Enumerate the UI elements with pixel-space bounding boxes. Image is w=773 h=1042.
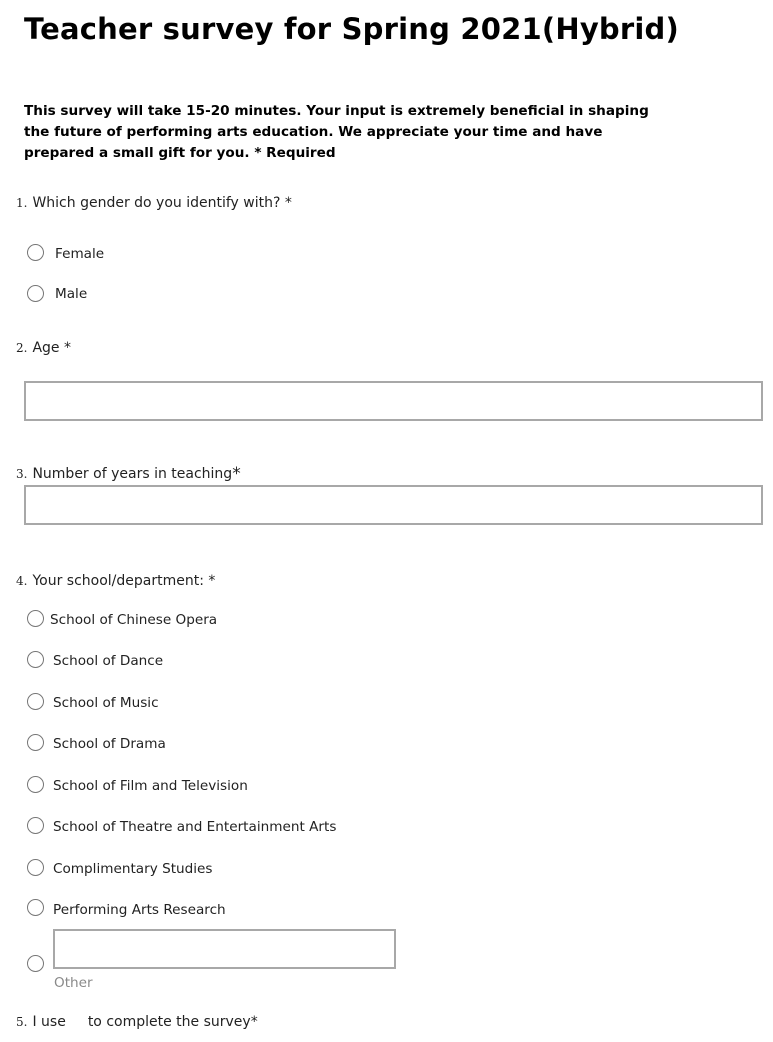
question-3-text: Number of years in teaching	[32, 466, 233, 482]
other-label: Other	[54, 975, 93, 991]
question-4-number: 4.	[16, 574, 28, 588]
question-1-number: 1.	[16, 196, 28, 210]
option-label-film-television: School of Film and Television	[53, 778, 248, 794]
question-3-number: 3.	[16, 467, 28, 481]
radio-performing-arts-research[interactable]	[27, 899, 44, 916]
radio-chinese-opera[interactable]	[27, 610, 44, 627]
radio-complimentary-studies[interactable]	[27, 859, 44, 876]
question-1-text: Which gender do you identify with? *	[32, 195, 292, 211]
question-1-label	[16, 195, 292, 211]
radio-male[interactable]	[27, 285, 44, 302]
question-5-text-after: to complete the survey*	[87, 1014, 258, 1030]
option-label-dance: School of Dance	[53, 653, 164, 669]
question-5-text-before: I use	[32, 1014, 66, 1030]
option-label-male: Male	[55, 286, 88, 302]
radio-film-television[interactable]	[27, 776, 44, 793]
survey-intro: This survey will take 15-20 minutes. Your input is extremely beneficial in shaping the future of performing arts education. We appreciate your time and have prepared a small gift for you. * Required	[24, 103, 649, 161]
radio-female[interactable]	[27, 244, 44, 261]
radio-drama[interactable]	[27, 734, 44, 751]
years-teaching-input[interactable]	[24, 485, 763, 525]
option-label-drama: School of Drama	[53, 736, 166, 752]
option-label-chinese-opera: School of Chinese Opera	[50, 612, 218, 628]
question-4-label	[16, 573, 215, 589]
question-4-text: Your school/department: *	[32, 573, 216, 589]
radio-music[interactable]	[27, 693, 44, 710]
radio-dance[interactable]	[27, 651, 44, 668]
option-label-female: Female	[55, 246, 105, 262]
radio-other[interactable]	[27, 955, 44, 972]
question-5-number: 5.	[16, 1015, 28, 1029]
required-asterisk: *	[232, 464, 241, 484]
option-label-performing-arts-research: Performing Arts Research	[53, 902, 226, 918]
radio-theatre-entertainment[interactable]	[27, 817, 44, 834]
page-title: Teacher survey for Spring 2021(Hybrid)	[24, 12, 679, 46]
question-2-number: 2.	[16, 341, 28, 355]
option-label-music: School of Music	[53, 695, 159, 711]
age-input[interactable]	[24, 381, 763, 421]
option-label-theatre-entertainment: School of Theatre and Entertainment Arts	[53, 819, 337, 835]
question-5-label	[16, 1014, 258, 1030]
option-label-complimentary-studies: Complimentary Studies	[53, 861, 213, 877]
question-2-text: Age *	[32, 340, 71, 356]
question-3-label	[16, 463, 241, 483]
question-2-label	[16, 340, 71, 356]
other-input[interactable]	[53, 929, 396, 969]
